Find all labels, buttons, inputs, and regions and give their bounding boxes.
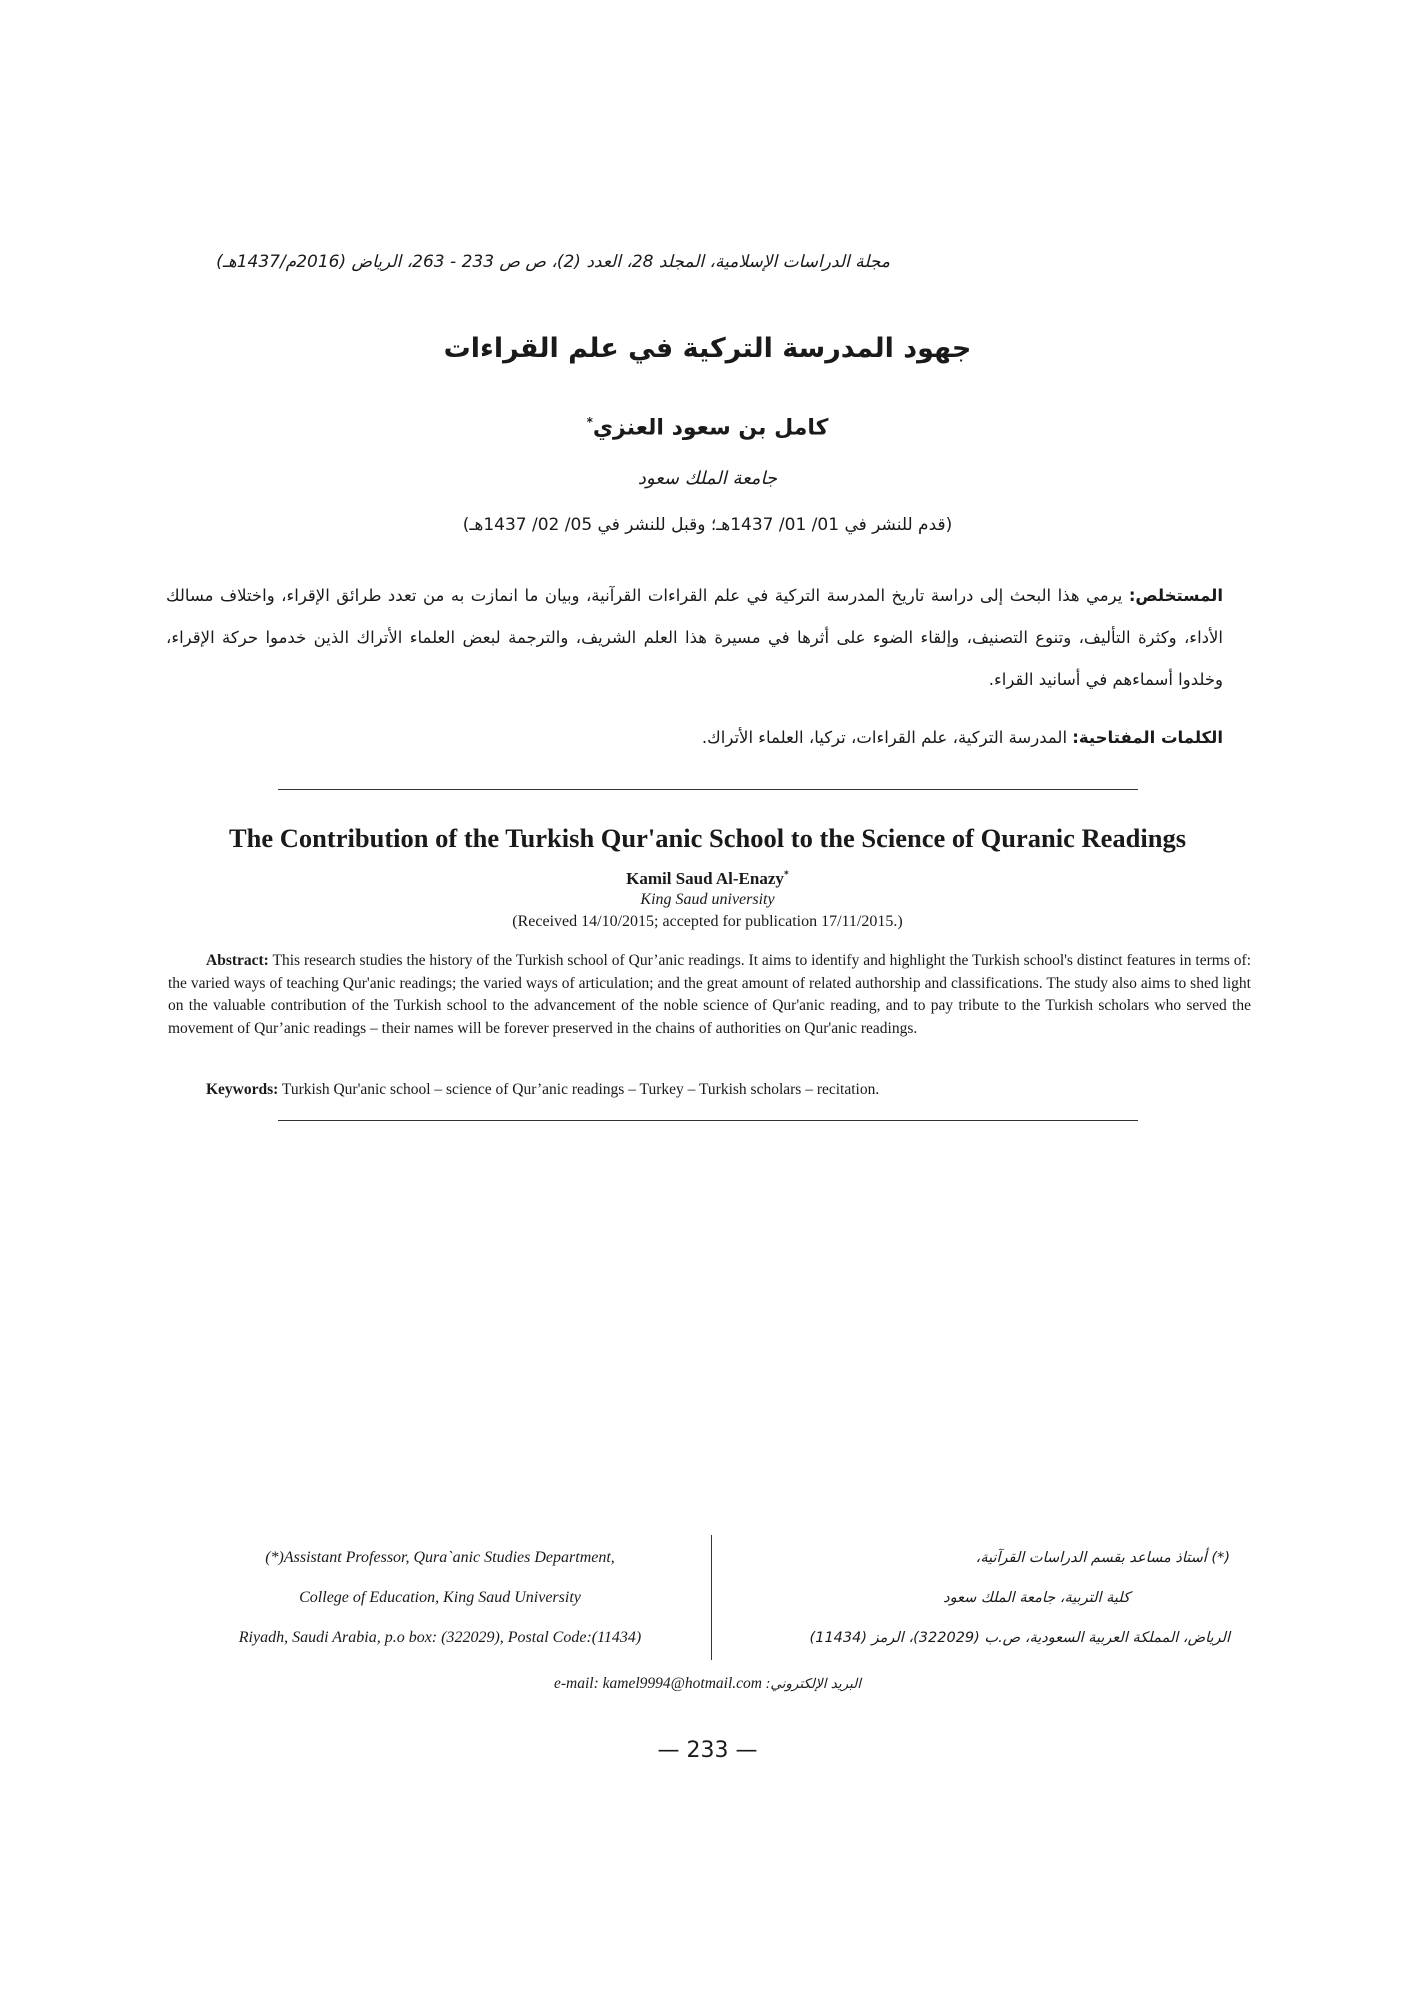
arabic-title: جهود المدرسة التركية في علم القراءات xyxy=(443,333,972,364)
footnote-arabic-line-3: الرياض، المملكة العربية السعودية، ص.ب (322029)، الرمز (11434) xyxy=(809,1630,1230,1646)
english-keywords-text: Turkish Qur'anic school – science of Qur’anic readings – Turkey – Turkish scholars – recitation. xyxy=(278,1081,880,1098)
author-email xyxy=(200,1675,1215,1693)
footnote-english-line-3: Riyadh, Saudi Arabia, p.o box: (322029), Postal Code:(11434) xyxy=(238,1629,642,1646)
english-abstract-text: This research studies the history of the Turkish school of Qur’anic readings. It aims to identify and highlight the Turkish school's distinct features in terms of: the varied ways of teaching Qur'anic readings; the varied ways of articulation; and the great amount of related authorship and classifications. The study also aims to shed light on the valuable contribution of the Turkish school to the advancement of the noble science of Qur'anic reading, and to pay tribute to the Turkish scholars who served the movement of Qur’anic readings – their names will be forever preserved in the chains of authorities on Qur'anic readings. xyxy=(168,952,1251,1037)
footnote-arabic-line-1: (*) أستاذ مساعد بقسم الدراسات القرآنية، xyxy=(975,1550,1230,1566)
english-keywords-label: Keywords: xyxy=(206,1081,279,1098)
email-address[interactable]: e-mail: kamel9994@hotmail.com xyxy=(554,1675,762,1692)
arabic-keywords-label: الكلمات المفتاحية: xyxy=(1072,728,1223,747)
english-title: The Contribution of the Turkish Qur'anic School to the Science of Quranic Readings xyxy=(228,823,1187,853)
footnote-english xyxy=(180,1538,700,1658)
english-author xyxy=(200,869,1215,889)
arabic-author-name: كامل بن سعود العنزي xyxy=(592,415,829,441)
arabic-keywords-text: المدرسة التركية، علم القراءات، تركيا، العلماء الأتراك. xyxy=(701,728,1073,747)
page-number: — 233 — xyxy=(657,1738,758,1763)
english-abstract-label: Abstract: xyxy=(206,952,269,969)
footnote-arabic xyxy=(720,1538,1230,1658)
english-abstract xyxy=(168,950,1251,1040)
arabic-abstract-label: المستخلص: xyxy=(1128,586,1223,605)
arabic-affiliation: جامعة الملك سعود xyxy=(637,468,778,489)
footnote-english-line-2: College of Education, King Saud University xyxy=(299,1589,581,1606)
footnote-english-line-1: (*)Assistant Professor, Qura`anic Studies Department, xyxy=(265,1549,615,1566)
arabic-abstract xyxy=(166,575,1223,701)
section-divider-bottom xyxy=(278,1120,1138,1121)
arabic-submission-dates: (قدم للنشر في 01/ 01/ 1437هـ؛ وقبل للنشر في 05/ 02/ 1437هـ) xyxy=(462,515,953,535)
section-divider-top xyxy=(278,789,1138,790)
journal-citation: مجلة الدراسات الإسلامية، المجلد 28، العدد (2)، ص ص 233 - 263، الرياض (2016م/1437هـ) xyxy=(216,252,890,272)
footnote-arabic-line-2: كلية التربية، جامعة الملك سعود xyxy=(943,1590,1130,1606)
english-submission-dates: (Received 14/10/2015; accepted for publication 17/11/2015.) xyxy=(512,913,903,930)
arabic-author xyxy=(200,415,1215,440)
english-affiliation: King Saud university xyxy=(640,891,775,908)
arabic-keywords xyxy=(166,728,1223,747)
email-arabic-label: البريد الإلكتروني: xyxy=(765,1676,861,1692)
english-author-name: Kamil Saud Al-Enazy xyxy=(626,869,784,888)
english-author-footnote-mark: * xyxy=(783,869,789,881)
arabic-author-footnote-mark: * xyxy=(586,415,593,429)
english-keywords xyxy=(206,1081,1206,1099)
footnote-column-divider xyxy=(711,1535,712,1660)
arabic-abstract-text: يرمي هذا البحث إلى دراسة تاريخ المدرسة التركية في علم القراءات القرآنية، وبيان ما انمازت به من تعدد طرائق الإقراء، واختلاف مسالك الأداء، وكثرة التأليف، وتنوع التصنيف، وإلقاء الضوء على أثرها في مسيرة هذا العلم الشريف، والترجمة لبعض العلماء الأتراك الذين خدموا حركة الإقراء، وخلدوا أسماءهم في أسانيد القراء. xyxy=(166,586,1223,689)
